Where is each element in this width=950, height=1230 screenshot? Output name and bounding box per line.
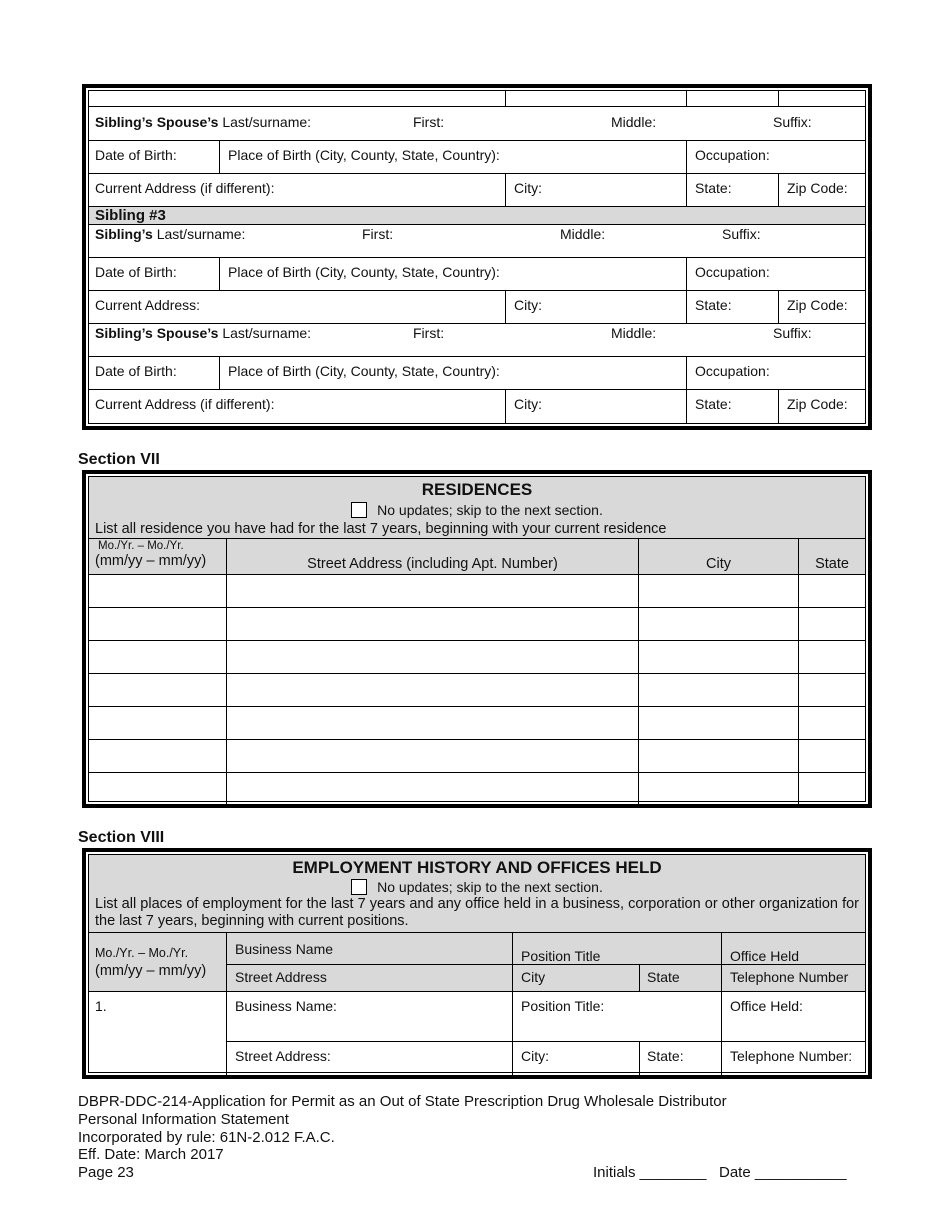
last-name-label: Last/surname: xyxy=(222,325,312,341)
suffix-label: Suffix: xyxy=(773,114,812,130)
residence-row[interactable] xyxy=(89,674,865,707)
residence-cell[interactable] xyxy=(798,773,865,806)
col-date-format: (mm/yy – mm/yy) xyxy=(95,553,207,569)
residence-cell[interactable] xyxy=(226,707,638,739)
employment-col-header xyxy=(89,933,865,992)
zip-label: Zip Code: xyxy=(787,180,848,196)
entry-number: 1. xyxy=(95,998,107,1014)
no-updates-label: No updates; skip to the next section. xyxy=(377,502,603,518)
middle-name-label: Middle: xyxy=(560,226,606,242)
city-label: City: xyxy=(514,180,542,196)
col-date-format: (mm/yy – mm/yy) xyxy=(95,963,207,979)
residence-cell[interactable] xyxy=(798,641,865,673)
residence-cell[interactable] xyxy=(226,740,638,772)
employment-instruction: List all places of employment for the last 7 years and any office held in a business, corporation or other organization for the last 7 years, beginning with current positions. xyxy=(95,896,859,929)
residence-cell[interactable] xyxy=(798,575,865,607)
spouse-dob-row[interactable] xyxy=(89,141,865,174)
pob-label: Place of Birth (City, County, State, Country): xyxy=(228,264,500,280)
section8-label: Section VIII xyxy=(78,829,165,846)
residence-cell[interactable] xyxy=(226,608,638,640)
sibling-label: Sibling’s xyxy=(95,226,153,242)
residence-cell[interactable] xyxy=(226,773,638,806)
suffix-label: Suffix: xyxy=(722,226,761,242)
spouse-label: Sibling’s Spouse’s xyxy=(95,325,219,341)
middle-name-label: Middle: xyxy=(611,325,657,341)
residences-header xyxy=(89,477,865,539)
address-label: Current Address: xyxy=(95,297,201,313)
residence-cell[interactable] xyxy=(638,641,798,673)
pob-label: Place of Birth (City, County, State, Country): xyxy=(228,147,500,163)
residence-cell[interactable] xyxy=(638,707,798,739)
residences-col-header xyxy=(89,539,865,575)
col-business: Business Name xyxy=(235,941,334,957)
footer-rule: Incorporated by rule: 61N-2.012 F.A.C. xyxy=(78,1129,335,1146)
sibling3-heading xyxy=(89,207,865,225)
footer-subtitle: Personal Information Statement xyxy=(78,1111,289,1128)
sibling-top-row xyxy=(89,91,865,107)
pob-label: Place of Birth (City, County, State, Country): xyxy=(228,363,500,379)
entry-office-label: Office Held: xyxy=(730,998,803,1014)
col-position: Position Title xyxy=(521,948,601,964)
col-date-small: Mo./Yr. – Mo./Yr. xyxy=(95,946,189,960)
col-date-small: Mo./Yr. – Mo./Yr. xyxy=(98,540,184,552)
entry-business-label: Business Name: xyxy=(235,998,337,1014)
residence-cell[interactable] xyxy=(638,674,798,706)
occupation-label: Occupation: xyxy=(695,147,770,163)
dob-label: Date of Birth: xyxy=(95,264,177,280)
residence-cell[interactable] xyxy=(638,773,798,806)
employment-heading: EMPLOYMENT HISTORY AND OFFICES HELD xyxy=(292,858,662,877)
spouse2-name-row[interactable] xyxy=(89,324,865,357)
residence-cell[interactable] xyxy=(638,608,798,640)
residence-cell[interactable] xyxy=(798,674,865,706)
spouse2-dob-row[interactable] xyxy=(89,357,865,390)
spouse-label: Sibling’s Spouse’s xyxy=(95,114,219,130)
spouse-name-row[interactable] xyxy=(89,107,865,141)
zip-label: Zip Code: xyxy=(787,396,848,412)
dob-label: Date of Birth: xyxy=(95,363,177,379)
spouse2-address-row[interactable] xyxy=(89,390,865,423)
residence-cell[interactable] xyxy=(226,674,638,706)
dob-label: Date of Birth: xyxy=(95,147,177,163)
entry-city-label: City: xyxy=(521,1048,549,1064)
address-label: Current Address (if different): xyxy=(95,180,275,196)
spouse-address-row[interactable] xyxy=(89,174,865,207)
occupation-label: Occupation: xyxy=(695,264,770,280)
col-street: Street Address (including Apt. Number) xyxy=(307,556,558,572)
residence-cell[interactable] xyxy=(798,707,865,739)
col-state: State xyxy=(647,969,680,985)
state-label: State: xyxy=(695,396,732,412)
residence-row[interactable] xyxy=(89,773,865,806)
middle-name-label: Middle: xyxy=(611,114,657,130)
residence-cell[interactable] xyxy=(226,575,638,607)
entry-state-label: State: xyxy=(647,1048,684,1064)
occupation-label: Occupation: xyxy=(695,363,770,379)
residence-cell[interactable] xyxy=(638,575,798,607)
residences-heading: RESIDENCES xyxy=(421,480,533,499)
no-updates-checkbox[interactable] xyxy=(351,502,367,518)
residence-row[interactable] xyxy=(89,707,865,740)
section7-label: Section VII xyxy=(78,451,160,468)
footer-form-title: DBPR-DDC-214-Application for Permit as an Out of State Prescription Drug Wholesale Distributor xyxy=(78,1093,727,1110)
residence-row[interactable] xyxy=(89,575,865,608)
entry-position-label: Position Title: xyxy=(521,998,605,1014)
col-city: City xyxy=(521,969,546,985)
residence-cell[interactable] xyxy=(638,740,798,772)
sibling-name-row[interactable] xyxy=(89,225,865,258)
residences-instruction: List all residence you have had for the last 7 years, beginning with your current residence xyxy=(95,521,667,537)
sibling-dob-row[interactable] xyxy=(89,258,865,291)
employment-entry-1[interactable] xyxy=(89,992,865,1075)
residence-row[interactable] xyxy=(89,608,865,641)
initials-field[interactable]: Initials ________ xyxy=(593,1164,707,1181)
residence-cell[interactable] xyxy=(798,740,865,772)
sibling3-title: Sibling #3 xyxy=(95,207,166,224)
footer-page-number: Page 23 xyxy=(78,1164,134,1181)
entry-street-label: Street Address: xyxy=(235,1048,331,1064)
col-street: Street Address xyxy=(235,969,327,985)
state-label: State: xyxy=(695,297,732,313)
zip-label: Zip Code: xyxy=(787,297,848,313)
state-label: State: xyxy=(695,180,732,196)
no-updates-checkbox[interactable] xyxy=(351,879,367,895)
residences-table xyxy=(82,470,872,808)
col-phone: Telephone Number xyxy=(730,969,849,985)
first-name-label: First: xyxy=(362,226,394,242)
no-updates-label: No updates; skip to the next section. xyxy=(377,879,603,895)
residence-cell[interactable] xyxy=(798,608,865,640)
city-label: City: xyxy=(514,297,542,313)
date-field[interactable]: Date ___________ xyxy=(719,1164,847,1181)
entry-phone-label: Telephone Number: xyxy=(730,1048,853,1064)
employment-table xyxy=(82,848,872,1079)
residence-row[interactable] xyxy=(89,740,865,773)
city-label: City: xyxy=(514,396,542,412)
residence-cell[interactable] xyxy=(226,641,638,673)
sibling-address-row[interactable] xyxy=(89,291,865,324)
suffix-label: Suffix: xyxy=(773,325,812,341)
col-city: City xyxy=(706,556,731,572)
col-state: State xyxy=(815,556,849,572)
address-label: Current Address (if different): xyxy=(95,396,275,412)
sibling-table xyxy=(82,84,872,430)
first-name-label: First: xyxy=(413,114,445,130)
employment-header xyxy=(89,855,865,933)
residence-row[interactable] xyxy=(89,641,865,674)
last-name-label: Last/surname: xyxy=(222,114,312,130)
col-office: Office Held xyxy=(730,948,799,964)
footer-eff-date: Eff. Date: March 2017 xyxy=(78,1146,224,1163)
last-name-label: Last/surname: xyxy=(156,226,246,242)
first-name-label: First: xyxy=(413,325,445,341)
